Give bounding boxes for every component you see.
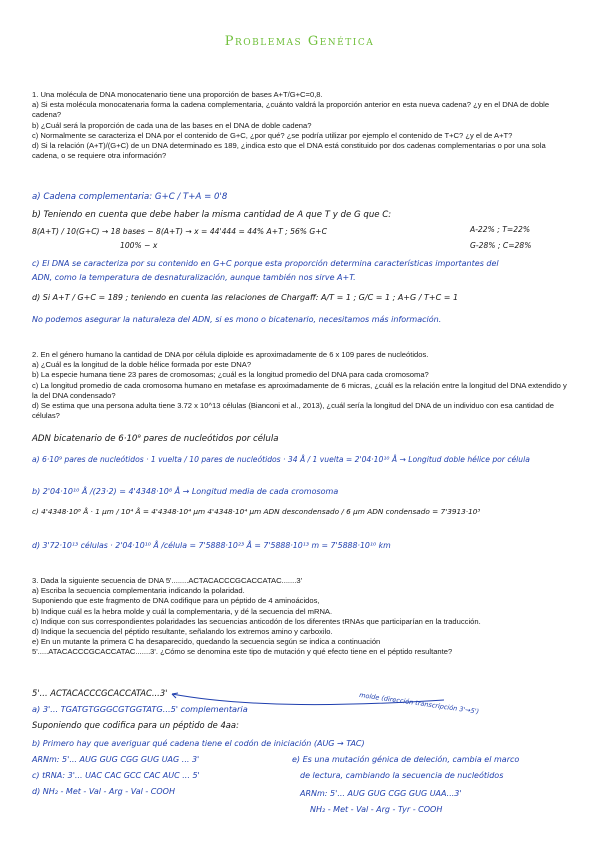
q2-part-c: c) La longitud promedio de cada cromosoma humano en metafase es aproximadamente de 6 micras, ¿cuál es la relación entre la longitud del DNA extendido y la del DNA condensado? [32,380,567,400]
q3-supposition: Suponiendo que este fragmento de DNA codifique para un péptido de 4 aminoácidos, [32,596,320,606]
q1-answer-b-calc2: 100% − x [120,241,158,250]
q1-part-c: c) Normalmente se caracteriza el DNA por el contenido de G+C, ¿por qué? ¿se podría utilizar por ejemplo el contenido de T+C? ¿y el de A+T? [32,130,513,140]
q1-answer-c-line1: c) El DNA se caracteriza por su contenido en G+C porque esta proporción determina características importantes del [32,259,499,268]
q3-answer-e-peptide: NH₂ - Met - Val - Arg - Tyr - COOH [310,805,443,814]
q3-answer-b: b) Primero hay que averiguar qué cadena tiene el codón de iniciación (AUG → TAC) [32,739,365,748]
q2-part-a: a) ¿Cuál es la longitud de la doble hélice formada por este DNA? [32,360,252,370]
q2-answer-intro: ADN bicatenario de 6·10⁹ pares de nucleótidos por célula [32,434,279,444]
q1-answer-b-gc: G-28% ; C=28% [470,241,532,250]
q3-answer-molde-label: molde (dirección transcripción 3'→5') [358,690,480,716]
q3-statement: 3. Dada la siguiente secuencia de DNA 5'........ACTACACCCGCACCATAC.......3' [32,576,303,585]
q1-part-a: a) Si esta molécula monocatenaria forma la cadena complementaria, ¿cuánto valdrá la proporción anterior en esta nueva cadena? ¿y en el DNA de doble cadena? [32,100,550,120]
q3-part-e: e) En un mutante la primera C ha desaparecido, quedando la secuencia según se indica a continuación [32,637,381,647]
q1-answer-b-at: A-22% ; T=22% [470,225,531,234]
q3-answer-e-line2: de lectura, cambiando la secuencia de nucleótidos [300,771,504,780]
question-1 [32,90,572,161]
q3-part-e-sequence: 5'.....ATACACCCGCACCATAC.......3'. ¿Cómo se denomina este tipo de mutación y qué efecto tiene en el péptido resultante? [32,647,453,657]
q1-part-d: d) Si la relación (A+T)/(G+C) de un DNA determinado es 189, ¿indica esto que el DNA está constituido por dos cadenas complementarias o por una sola cadena, o se requiere otra información? [32,141,546,161]
question-2 [32,350,572,421]
q3-answer-a: a) 3'... TGATGTGGGCGTGGTATG...5' complementaria [32,704,248,714]
q1-answer-b-calc: 8(A+T) / 10(G+C) → 18 bases − 8(A+T) → x = 44'444 = 44% A+T ; 56% G+C [32,227,327,236]
q3-answer-sequence: 5'... ACTACACCCGCACCATAC...3' [32,688,168,698]
q3-part-d: d) Indique la secuencia del péptido resultante, señalando los extremos amino y carboxilo. [32,627,333,637]
q1-answer-d-line2: No podemos asegurar la naturaleza del ADN, si es mono o bicatenario, necesitamos más información. [32,315,442,324]
q1-answer-c-line2: ADN, como la temperatura de desnaturalización, aunque también nos sirve A+T. [32,273,356,282]
q3-answer-c: c) tRNA: 3'... UAC CAC GCC CAC AUC ... 5' [32,771,200,780]
q3-part-c: c) Indique con sus correspondientes polaridades las secuencias anticodón de los diferentes tRNAs que participarían en la traducción. [32,616,481,626]
q3-answer-supposition: Suponiendo que codifica para un péptido de 4aa: [32,720,239,730]
q2-answer-a: a) 6·10⁹ pares de nucleótidos · 1 vuelta / 10 pares de nucleótidos · 34 Å / 1 vuelta = 2'04·10¹⁰ Å → Longitud doble hélice por célula [32,455,530,464]
page-title: Problemas Genética [224,34,375,49]
q1-answer-d-line1: d) Si A+T / G+C = 189 ; teniendo en cuenta las relaciones de Chargaff: A/T = 1 ; G/C = 1 ; A+G / T+C = 1 [32,293,459,302]
q1-part-b: b) ¿Cuál será la proporción de cada una de las bases en el DNA de doble cadena? [32,120,312,130]
q1-answer-b-intro: b) Teniendo en cuenta que debe haber la misma cantidad de A que T y de G que C: [32,210,392,220]
q3-answer-mrna: ARNm: 5'... AUG GUG CGG GUG UAG ... 3' [32,755,200,764]
q2-answer-b: b) 2'04·10¹⁰ Å /(23·2) = 4'4348·10⁸ Å → Longitud media de cada cromosoma [32,487,339,496]
q3-answer-e-line1: e) Es una mutación génica de deleción, cambia el marco [292,755,520,764]
q1-answer-a: a) Cadena complementaria: G+C / T+A = 0'8 [32,192,228,202]
q2-part-b: b) La especie humana tiene 23 pares de cromosomas; ¿cuál es la longitud promedio del DNA para cada cromosoma? [32,370,429,380]
question-3 [32,576,572,658]
q3-answer-e-mrna: ARNm: 5'... AUG GUG CGG GUG UAA...3' [300,789,462,798]
q3-part-a: a) Escriba la secuencia complementaria indicando la polaridad. [32,586,245,596]
q1-statement: 1. Una molécula de DNA monocatenario tiene una proporción de bases A+T/G+C=0,8. [32,90,323,99]
q2-part-d: d) Se estima que una persona adulta tiene 3.72 x 10^13 células (Bianconi et al., 2013), ¿cuál sería la longitud del DNA de un individuo con esa cantidad de células? [32,401,554,421]
q3-part-b: b) Indique cuál es la hebra molde y cuál la complementaria, y dé la secuencia del mRNA. [32,606,333,616]
q2-answer-c: c) 4'4348·10⁸ Å · 1 µm / 10⁴ Å = 4'4348·10⁴ µm 4'4348·10⁴ µm ADN descondensado / 6 µm ADN condensado = 7'3913·10³ [32,507,481,516]
q2-statement: 2. En el género humano la cantidad de DNA por célula diploide es aproximadamente de 6 x 109 pares de nucleótidos. [32,350,429,359]
q2-answer-d: d) 3'72·10¹³ células · 2'04·10¹⁰ Å /célula = 7'5888·10²³ Å = 7'5888·10¹³ m = 7'5888·10¹⁰ km [32,541,391,550]
q3-answer-d: d) NH₂ - Met - Val - Arg - Val - COOH [32,787,175,796]
